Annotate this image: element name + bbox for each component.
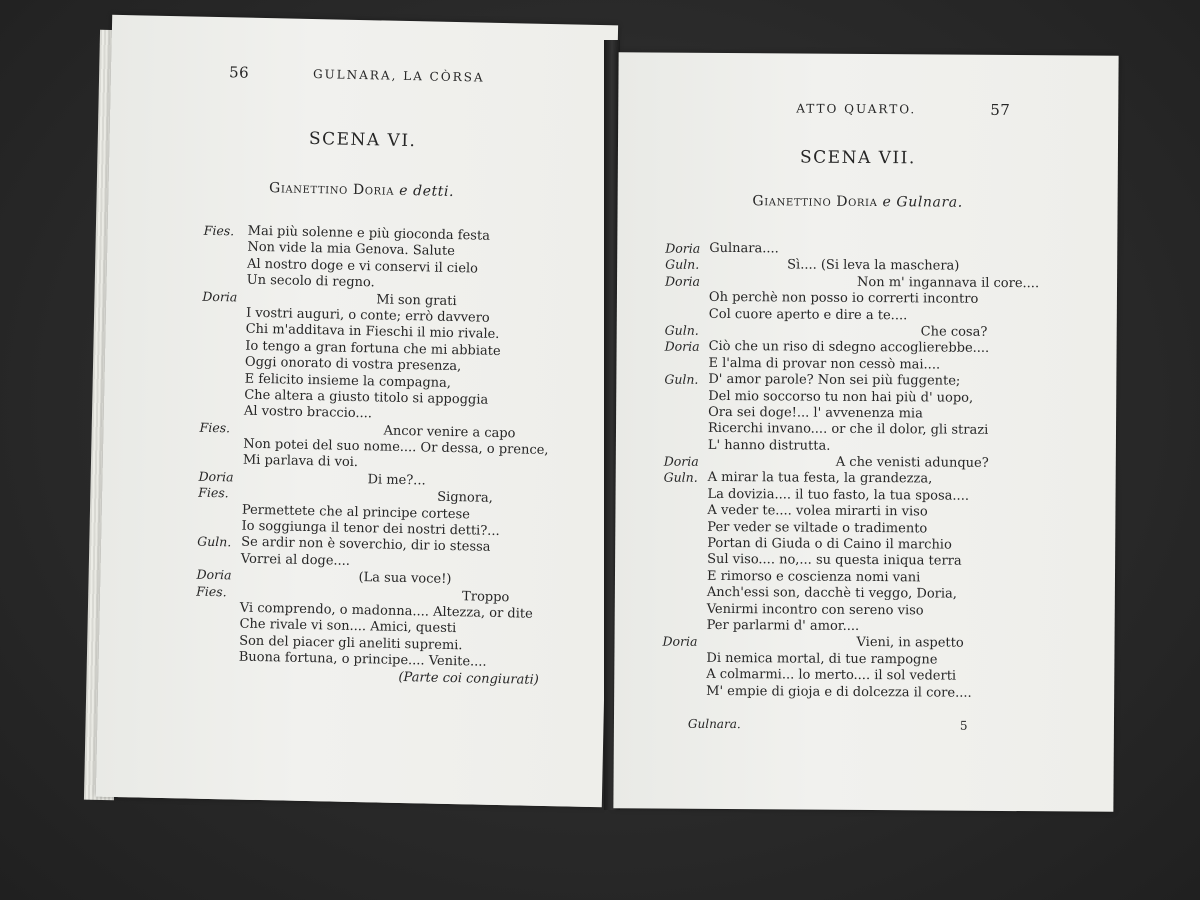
verse-text: Sul viso.... no,... su questa iniqua terra <box>707 552 962 570</box>
verse-text: Al vostro braccio.... <box>243 403 373 422</box>
running-head: GULNARA, LA CÒRSA <box>312 67 485 85</box>
speaker-name: Doria <box>198 468 234 485</box>
speaker-name: Fies. <box>196 583 227 599</box>
verse-text: Non vide la mia Genova. Salute <box>247 240 456 260</box>
verse-text: D' amor parole? Non sei più fuggente; <box>708 372 961 389</box>
page-number: 57 <box>990 100 1011 119</box>
speaker-name: Guln. <box>197 534 232 550</box>
running-head: ATTO QUARTO. <box>796 101 917 117</box>
speaker-name: Doria <box>664 273 701 289</box>
left-page <box>96 15 618 807</box>
verse-text: Non m' ingannava il core.... <box>856 274 1040 291</box>
verse-text: Che rivale vi son.... Amici, questi <box>239 616 457 637</box>
speaker-name: Doria <box>662 633 698 650</box>
speaker-name: Fies. <box>203 222 235 239</box>
verse-text: Se ardir non è soverchio, dir io stessa <box>241 535 491 556</box>
verse-text: Per veder se viltade o tradimento <box>707 519 928 537</box>
verse-text: Che cosa? <box>920 324 988 340</box>
verse-text: Oggi onorato di vostra presenza, <box>244 354 462 375</box>
page-number: 56 <box>228 63 250 82</box>
dialogue <box>662 241 1065 703</box>
verse-text: A veder te.... volea mirarti in viso <box>707 503 928 520</box>
verse-text: Signora, <box>437 489 494 507</box>
speaker-name: Doria <box>202 288 238 305</box>
verse-text: Di me?... <box>367 472 426 489</box>
dialogue <box>194 223 584 690</box>
verse-text: Col cuore aperto e dire a te.... <box>708 306 908 323</box>
stage-direction: (Parte coi congiurati) <box>398 669 539 688</box>
verse-text: Venirmi incontro con sereno viso <box>706 601 924 619</box>
verse-text: Del mio soccorso tu non hai più d' uopo, <box>708 388 974 406</box>
scene-personae <box>618 192 1098 211</box>
verse-text: Di nemica mortal, di tue rampogne <box>706 650 938 668</box>
verse-text: Portan di Giuda o di Caino il marchio <box>707 535 952 553</box>
verse-text: Buona fortuna, o principe.... Venite.... <box>238 649 487 670</box>
signature-title: Gulnara. <box>687 716 741 732</box>
speaker-name: Doria <box>196 566 232 583</box>
verse-text: Troppo <box>461 588 510 605</box>
verse-text: Io tengo a gran fortuna che mi abbiate <box>245 338 501 359</box>
verse-text: Per parlarmi d' amor.... <box>706 617 860 634</box>
verse-text: (La sua voce!) <box>358 570 452 588</box>
verse-text: Gulnara.... <box>709 240 779 257</box>
speaker-name: Fies. <box>198 484 229 501</box>
verse-text: A colmarmi... lo merto.... il sol vederti <box>706 667 957 684</box>
verse-text: Al nostro doge e vi conservi il cielo <box>246 256 479 277</box>
scene-title: SCENA VII. <box>799 147 916 169</box>
verse-text: Sì.... (Si leva la maschera) <box>787 257 960 275</box>
speaker-name: Doria <box>665 240 701 256</box>
personae-tail: e detti. <box>398 182 455 200</box>
speaker-name: Guln. <box>664 322 699 338</box>
verse-text: Io soggiunga il tenor dei nostri detti?... <box>241 518 500 540</box>
verse-text: M' empie di gioja e di dolcezza il core.... <box>706 683 972 701</box>
verse-text: I vostri auguri, o conte; errò davvero <box>245 305 490 326</box>
verse-text: La dovizia.... il tuo fasto, la tua sposa.... <box>707 486 970 504</box>
speaker-name: Doria <box>663 453 699 469</box>
speaker-name: Fies. <box>199 419 231 436</box>
verse-text: Che altera a giusto titolo si appoggia <box>244 387 489 408</box>
verse-text: E rimorso e coscienza nomi vani <box>706 568 921 586</box>
verse-text: Oh perchè non posso io correrti incontro <box>708 290 979 307</box>
verse-text: Ora sei doge!... l' avvenenza mia <box>708 404 923 422</box>
verse-text: Vorrei al doge.... <box>240 551 351 569</box>
verse-text: A che venisti adunque? <box>835 454 989 471</box>
right-page <box>613 52 1118 811</box>
verse-text: Non potei del suo nome.... Or dessa, o prence, <box>243 436 549 459</box>
personae-names: Gianettino Doria <box>268 180 395 199</box>
scene-personae <box>109 177 615 204</box>
verse-text: Ciò che un riso di sdegno accoglierebbe.... <box>708 339 990 357</box>
verse-text: Mi parlava di voi. <box>242 453 359 471</box>
verse-text: Chi m'additava in Fieschi il mio rivale. <box>245 321 500 343</box>
speaker-name: Guln. <box>665 256 700 273</box>
dialogue-line <box>662 683 1062 702</box>
verse-text: E l'alma di provar non cessò mai.... <box>708 355 941 373</box>
verse-text: L' hanno distrutta. <box>707 437 831 454</box>
signature-mark: 5 <box>959 718 968 733</box>
personae-names: Gianettino Doria <box>752 193 878 211</box>
personae-tail: e Gulnara. <box>882 194 963 211</box>
speaker-name: Doria <box>664 338 700 355</box>
scene-title: SCENA VI. <box>308 128 417 152</box>
verse-text: Ricerchi invano.... or che il dolor, gli strazi <box>707 421 989 439</box>
verse-text: Mi son grati <box>376 291 457 309</box>
verse-text: Son del piacer gli aneliti supremi. <box>239 633 463 654</box>
verse-text: Vieni, in aspetto <box>856 635 964 652</box>
verse-text: Anch'essi son, dacchè ti veggo, Doria, <box>706 585 957 602</box>
verse-text: A mirar la tua festa, la grandezza, <box>707 470 933 487</box>
verse-text: Vi comprendo, o madonna.... Altezza, or dite <box>239 600 533 622</box>
verse-text: Permettete che al principe cortese <box>241 502 471 523</box>
verse-text: Un secolo di regno. <box>246 272 375 291</box>
verse-text: Mai più solenne e più gioconda festa <box>247 223 491 244</box>
verse-text: Ancor venire a capo <box>383 423 516 442</box>
speaker-name: Guln. <box>664 371 699 387</box>
speaker-name: Guln. <box>663 470 698 486</box>
verse-text: E felicito insieme la compagna, <box>244 371 452 391</box>
